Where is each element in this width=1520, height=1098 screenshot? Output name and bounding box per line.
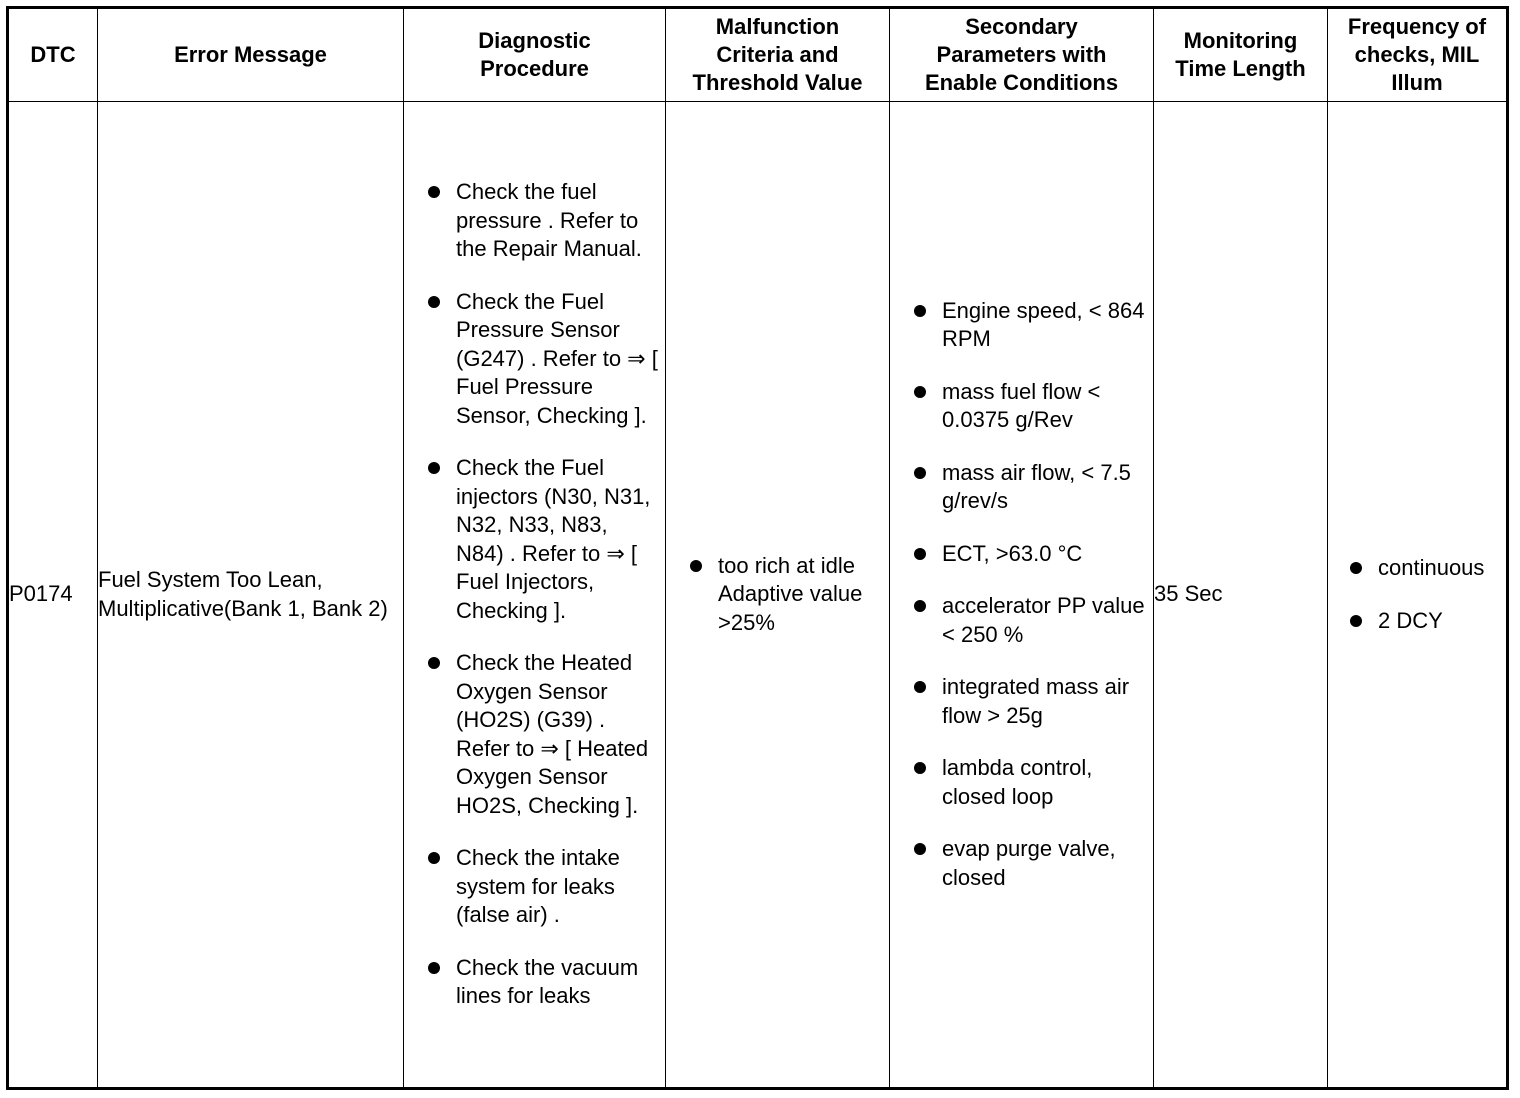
- secondary-parameters-cell: [890, 102, 1154, 1089]
- header-monitoring-time-text: Monitoring Time Length: [1175, 28, 1306, 81]
- header-row: [8, 8, 1508, 102]
- list-item: Check the Heated Oxygen Sensor (HO2S) (G39) . Refer to ⇒ [ Heated Oxygen Sensor HO2S, Checking ].: [404, 649, 665, 820]
- header-dtc: DTC: [8, 8, 98, 102]
- diagnostic-procedure-cell: [404, 102, 666, 1089]
- secondary-parameters-list: [890, 297, 1153, 893]
- dtc-table: [6, 6, 1509, 1090]
- list-item: 2 DCY: [1328, 607, 1506, 636]
- list-item: mass fuel flow < 0.0375 g/Rev: [890, 378, 1153, 435]
- malfunction-criteria-list: [666, 552, 889, 638]
- list-item: continuous: [1328, 554, 1506, 583]
- frequency-list: [1328, 554, 1506, 635]
- list-item: evap purge valve, closed: [890, 835, 1153, 892]
- list-item: too rich at idle Adaptive value >25%: [666, 552, 889, 638]
- list-item: Check the Fuel Pressure Sensor (G247) . Refer to ⇒ [ Fuel Pressure Sensor, Checking ].: [404, 288, 665, 431]
- dtc-code: P0174: [8, 102, 98, 1089]
- list-item: Check the fuel pressure . Refer to the Repair Manual.: [404, 178, 665, 264]
- header-malfunction-criteria-text: Malfunction Criteria and Threshold Value: [692, 14, 863, 95]
- diagnostic-procedure-list: [404, 178, 665, 1011]
- header-secondary-parameters: [890, 8, 1154, 102]
- list-item: lambda control, closed loop: [890, 754, 1153, 811]
- header-frequency-text: Frequency of checks, MIL Illum: [1347, 14, 1487, 95]
- monitoring-time: 35 Sec: [1154, 102, 1328, 1089]
- list-item: ECT, >63.0 °C: [890, 540, 1153, 569]
- frequency-cell: [1328, 102, 1508, 1089]
- list-item: accelerator PP value < 250 %: [890, 592, 1153, 649]
- table-row: [8, 102, 1508, 1089]
- header-diagnostic-procedure: [404, 8, 666, 102]
- list-item: Check the intake system for leaks (false air) .: [404, 844, 665, 930]
- error-message: Fuel System Too Lean, Multiplicative(Bank 1, Bank 2): [98, 102, 404, 1089]
- list-item: Engine speed, < 864 RPM: [890, 297, 1153, 354]
- header-diagnostic-procedure-text: Diagnostic Procedure: [478, 28, 591, 81]
- list-item: integrated mass air flow > 25g: [890, 673, 1153, 730]
- list-item: Check the Fuel injectors (N30, N31, N32, N33, N83, N84) . Refer to ⇒ [ Fuel Injectors, Checking ].: [404, 454, 665, 625]
- header-error-message: Error Message: [98, 8, 404, 102]
- list-item: mass air flow, < 7.5 g/rev/s: [890, 459, 1153, 516]
- header-monitoring-time: [1154, 8, 1328, 102]
- list-item: Check the vacuum lines for leaks: [404, 954, 665, 1011]
- malfunction-criteria-cell: [666, 102, 890, 1089]
- header-secondary-parameters-text: Secondary Parameters with Enable Conditions: [924, 14, 1119, 95]
- header-frequency: [1328, 8, 1508, 102]
- header-malfunction-criteria: [666, 8, 890, 102]
